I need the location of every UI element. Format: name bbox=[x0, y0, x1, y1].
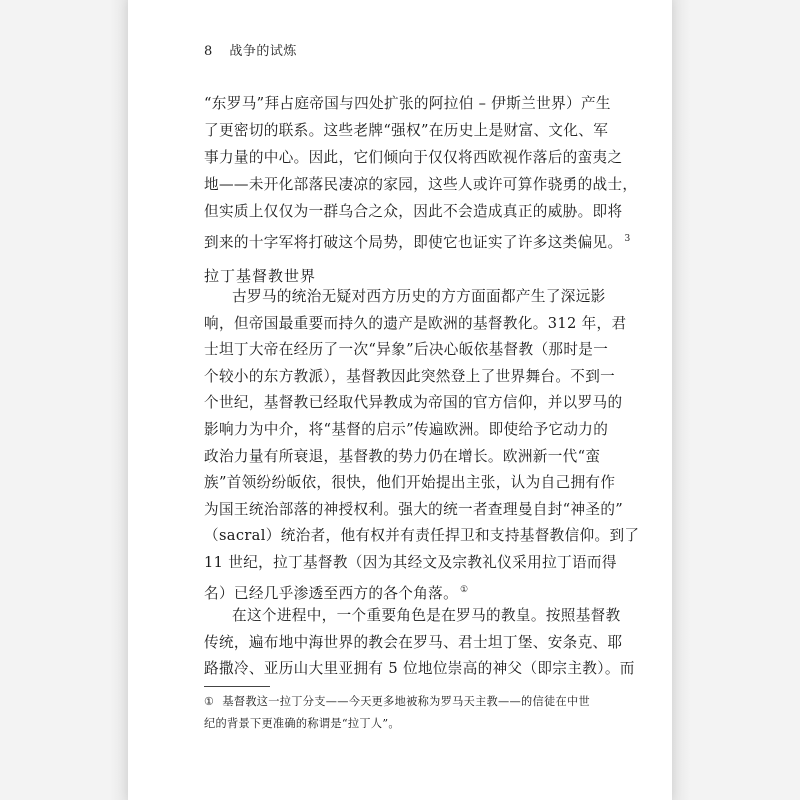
footnote-line bbox=[204, 694, 590, 710]
paragraph-line: 事力量的中心。因此，它们倾向于仅仅将西欧视作落后的蛮夷之 bbox=[204, 149, 623, 166]
footnote-text: 基督教这一拉丁分支——今天更多地被称为罗马天主教——的信徒在中世 bbox=[222, 695, 590, 708]
paragraph-text: 名）已经几乎渗透至西方的各个角落。 bbox=[204, 585, 459, 602]
footnote-rule bbox=[204, 686, 270, 687]
page-edge-shadow-right bbox=[670, 0, 690, 800]
footnote-ref-1[interactable]: ① bbox=[460, 585, 469, 595]
footnote-mark: ① bbox=[204, 695, 215, 708]
paragraph-line: 响，但帝国最重要而持久的遗产是欧洲的基督教化。312 年，君 bbox=[204, 315, 627, 332]
running-head bbox=[204, 40, 297, 59]
paragraph-line: 士坦丁大帝在经历了一次“异象”后决心皈依基督教（那时是一 bbox=[204, 341, 609, 358]
paragraph-line: 族”首领纷纷皈依，很快，他们开始提出主张，认为自己拥有作 bbox=[204, 474, 616, 491]
paragraph-line-end bbox=[204, 580, 468, 604]
paragraph-line-end bbox=[204, 229, 631, 253]
paragraph-line: 了更密切的联系。这些老牌“强权”在历史上是财富、文化、军 bbox=[204, 122, 609, 139]
endnote-ref-3[interactable]: 3 bbox=[624, 234, 631, 244]
paragraph-line: 11 世纪，拉丁基督教（因为其经文及宗教礼仪采用拉丁语而得 bbox=[204, 554, 617, 571]
paragraph-line: 路撒冷、亚历山大里亚拥有 5 位地位崇高的神父（即宗主教）。而 bbox=[204, 660, 635, 677]
section-heading: 拉丁基督教世界 bbox=[204, 267, 317, 285]
paragraph-line: 影响力为中介，将“基督的启示”传遍欧洲。即使给予它动力的 bbox=[204, 421, 609, 438]
paragraph-line: 为国王统治部落的神授权利。强大的统一者查理曼自封“神圣的” bbox=[204, 501, 624, 518]
footnote-line: 纪的背景下更准确的称谓是“拉丁人”。 bbox=[204, 717, 400, 730]
paragraph-line: 在这个进程中，一个重要角色是在罗马的教皇。按照基督教 bbox=[232, 607, 621, 624]
chapter-title: 战争的试炼 bbox=[229, 44, 297, 59]
paragraph-line: 个较小的东方教派），基督教因此突然登上了世界舞台。不到一 bbox=[204, 368, 616, 385]
page-number: 8 bbox=[204, 44, 213, 59]
paragraph-line: 古罗马的统治无疑对西方历史的方方面面都产生了深远影 bbox=[232, 288, 606, 305]
paragraph-line: 地——未开化部落民凄凉的家园，这些人或许可算作骁勇的战士， bbox=[204, 176, 638, 193]
paragraph-line: “东罗马”拜占庭帝国与四处扩张的阿拉伯 – 伊斯兰世界）产生 bbox=[204, 95, 611, 112]
paragraph-line: 个世纪，基督教已经取代异教成为帝国的官方信仰，并以罗马的 bbox=[204, 394, 623, 411]
paragraph-line: （sacral）统治者，他有权并有责任捍卫和支持基督教信仰。到了 bbox=[204, 527, 640, 544]
paragraph-line: 传统，遍布地中海世界的教会在罗马、君士坦丁堡、安条克、耶 bbox=[204, 634, 623, 651]
paragraph-line: 政治力量有所衰退，基督教的势力仍在增长。欧洲新一代“蛮 bbox=[204, 448, 601, 465]
page-edge-shadow-left bbox=[110, 0, 130, 800]
paragraph-text: 到来的十字军将打破这个局势，即使它也证实了许多这类偏见。 bbox=[204, 234, 623, 251]
book-page bbox=[128, 0, 672, 800]
paragraph-line: 但实质上仅仅为一群乌合之众，因此不会造成真正的威胁。即将 bbox=[204, 203, 623, 220]
